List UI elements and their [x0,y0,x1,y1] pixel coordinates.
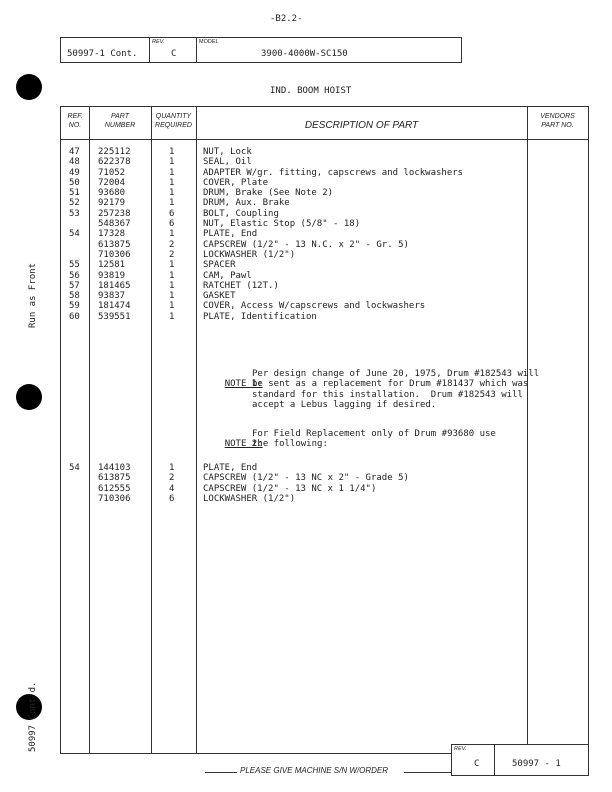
part-number: 181465 [98,280,131,291]
description: ADAPTER W/gr. fitting, capscrews and lockwashers [203,167,464,178]
side-text-continued: 50997 Cont'd. [28,681,38,752]
ref-no: 50 [69,177,80,188]
part-number: 710306 [98,249,131,260]
note-1-label: NOTE 1: [224,379,263,390]
ref-no: 51 [69,188,80,199]
description: PLATE, End [203,229,258,240]
ref-no: 59 [69,301,80,312]
table-row [61,312,588,322]
note-2-text: For Field Replacement only of Drum #93680 use the following: [252,429,496,450]
ref-no: 55 [69,260,80,271]
ref-no: 47 [69,147,80,157]
col-header-ref: REF. NO. [67,113,83,129]
quantity: 2 [169,473,175,484]
table-row [61,301,588,311]
quantity: 1 [169,229,175,240]
footer-note: PLEASE GIVE MACHINE S/N W/ORDER [240,766,389,775]
table-row [61,250,588,260]
rev-value: C [171,49,177,59]
table-row [61,168,588,178]
part-number: 93837 [98,291,126,302]
description: GASKET [203,291,236,302]
description: PLATE, End [203,463,258,473]
part-number: 225112 [98,147,131,157]
part-number: 17328 [98,229,126,240]
description: DRUM, Aux. Brake [203,198,290,209]
description: SPACER [203,260,236,271]
part-number: 622378 [98,157,131,168]
footer-box [451,744,589,776]
model-value: 3900-4000W-SC150 [261,49,348,59]
table-row [61,271,588,281]
ref-no: 54 [69,463,80,473]
col-header-qty: QUANTITY REQUIRED [155,113,192,129]
ref-no: 60 [69,311,80,322]
quantity: 6 [169,208,175,219]
ref-no: 58 [69,291,80,302]
quantity: 4 [169,483,175,494]
ref-no: 57 [69,280,80,291]
part-number: 710306 [98,493,131,504]
part-number: 257238 [98,208,131,219]
table-row [61,147,588,157]
part-number: 93819 [98,270,126,281]
ref-no: 54 [69,229,80,240]
quantity: 1 [169,280,175,291]
part-number: 71052 [98,167,126,178]
description: LOCKWASHER (1/2") [203,249,296,260]
quantity: 1 [169,188,175,199]
header-box [60,37,462,63]
ref-no: 52 [69,198,80,209]
description: COVER, Access W/capscrews and lockwashers [203,301,426,312]
quantity: 1 [169,177,175,188]
description: LOCKWASHER (1/2") [203,493,296,504]
note-1-text: Per design change of June 20, 1975, Drum #182543 will be sent as a replacement for Drum #181437 which was standard for this installation. Drum #182543 will accept a Lebus lagging if desired. [252,369,540,411]
parts-table [60,106,589,754]
part-number: 612555 [98,483,131,494]
part-number: 613875 [98,473,131,484]
quantity: 1 [169,157,175,168]
punch-hole-top [16,74,42,100]
part-number: 92179 [98,198,126,209]
ref-no: 48 [69,157,80,168]
ref-no: 49 [69,167,80,178]
table-row [61,260,588,270]
part-number: 93680 [98,188,126,199]
col-header-vendor: VENDORS PART NO. [540,113,575,129]
table-row [61,494,588,504]
table-row [61,463,588,473]
quantity: 1 [169,463,175,473]
table-row [61,291,588,301]
part-number: 144103 [98,463,131,473]
model-label: MODEL [199,39,219,45]
section-title: IND. BOOM HOIST [270,86,352,96]
footer-page-id: 50997 - 1 [512,759,561,769]
quantity: 6 [169,219,175,230]
table-row [61,188,588,198]
ref-no: 56 [69,270,80,281]
description: SEAL, Oil [203,157,252,168]
description: NUT, Lock [203,147,252,157]
quantity: 1 [169,311,175,322]
table-row [61,484,588,494]
description: RATCHET (12T.) [203,280,279,291]
punch-hole-middle [16,384,42,410]
quantity: 2 [169,239,175,250]
part-number: 72004 [98,177,126,188]
description: COVER, Plate [203,177,269,188]
table-row [61,473,588,483]
quantity: 1 [169,301,175,312]
table-row [61,240,588,250]
ref-no: 53 [69,208,80,219]
description: CAPSCREW (1/2" - 13 NC x 1 1/4") [203,483,377,494]
table-row [61,209,588,219]
part-number: 181474 [98,301,131,312]
col-header-part: PART NUMBER [104,113,136,129]
footer-rev-value: C [474,759,480,769]
table-row [61,281,588,291]
quantity: 1 [169,291,175,302]
col-header-desc: DESCRIPTION OF PART [304,120,419,131]
description: NUT, Elastic Stop (5/8" - 18) [203,219,361,230]
quantity: 6 [169,493,175,504]
part-number: 12581 [98,260,126,271]
table-row [61,157,588,167]
side-text-run-as-front: Run as Front [28,262,38,328]
quantity: 1 [169,270,175,281]
doc-reference: 50997-1 Cont. [67,49,138,59]
quantity: 1 [169,198,175,209]
quantity: 1 [169,147,175,157]
part-number: 539551 [98,311,131,322]
description: CAM, Pawl [203,270,252,281]
description: CAPSCREW (1/2" - 13 N.C. x 2" - Gr. 5) [203,239,409,250]
replacement-rows [61,463,588,504]
description: DRUM, Brake (See Note 2) [203,188,334,199]
part-number: 548367 [98,219,131,230]
quantity: 2 [169,249,175,260]
table-row [61,229,588,239]
rev-label: REV. [152,39,165,45]
description: PLATE, Identification [203,311,317,322]
table-row [61,198,588,208]
quantity: 1 [169,260,175,271]
description: BOLT, Coupling [203,208,279,219]
quantity: 1 [169,167,175,178]
parts-rows [61,147,588,322]
note-2-label: NOTE 2: [224,439,263,450]
page-marker: -B2.2- [270,14,303,24]
table-row [61,219,588,229]
part-number: 613875 [98,239,131,250]
description: CAPSCREW (1/2" - 13 NC x 2" - Grade 5) [203,473,409,484]
footer-rev-label: REV. [454,746,467,752]
table-row [61,178,588,188]
